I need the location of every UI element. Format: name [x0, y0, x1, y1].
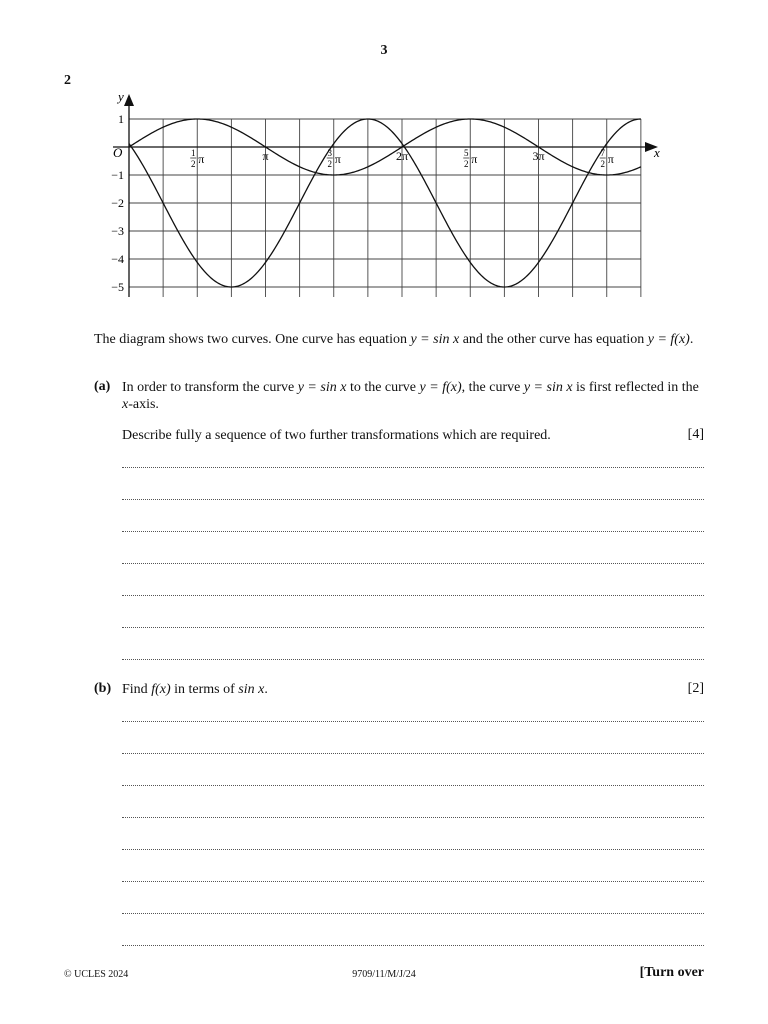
x-tick-pi: π — [334, 152, 341, 166]
footer-code: 9709/11/M/J/24 — [352, 969, 416, 980]
footer-copyright: © UCLES 2024 — [64, 969, 129, 980]
x-tick-label: 2π — [395, 149, 409, 163]
part-b-answer-line[interactable] — [122, 849, 704, 850]
x-tick-fraction-denominator: 2 — [600, 159, 606, 169]
y-tick-label: 1 — [118, 112, 124, 126]
y-tick-label: −2 — [111, 196, 124, 210]
page-number: 3 — [380, 43, 388, 58]
y-tick-label: −5 — [111, 280, 124, 294]
part-a-answer-line[interactable] — [122, 499, 704, 500]
y-tick-label: −3 — [111, 224, 124, 238]
part-a-stem: In order to transform the curve y = sin x to the curve y = f(x), the curve y = sin x is first reflected in the x-axis. — [122, 380, 699, 412]
y-tick-label: −4 — [111, 252, 124, 266]
part-b-answer-line[interactable] — [122, 785, 704, 786]
part-b-answer-line[interactable] — [122, 881, 704, 882]
trig-graph — [0, 0, 768, 320]
x-tick-fraction-denominator: 2 — [191, 159, 196, 169]
part-a-label: (a) — [94, 379, 111, 394]
x-tick-pi: π — [471, 152, 478, 166]
part-a-answer-line[interactable] — [122, 595, 704, 596]
x-tick-label: 3π — [532, 149, 545, 163]
part-b-stem: Find f(x) in terms of sin x. — [122, 682, 268, 697]
footer-turn-over: [Turn over — [639, 965, 704, 980]
part-a-answer-line[interactable] — [122, 563, 704, 564]
y-axis-arrow — [124, 94, 134, 106]
part-b-answer-line[interactable] — [122, 753, 704, 754]
x-tick-pi: π — [607, 152, 614, 166]
x-tick-label: π — [262, 149, 269, 163]
part-a-instruction: Describe fully a sequence of two further transformations which are required. — [122, 428, 551, 443]
part-a-marks: [4] — [687, 427, 704, 442]
x-tick-pi: π — [198, 152, 205, 166]
x-tick-fraction-denominator: 2 — [464, 159, 469, 169]
part-b-answer-line[interactable] — [122, 721, 704, 722]
graph-grid — [129, 119, 641, 297]
x-tick-fraction-numerator: 5 — [464, 148, 469, 158]
part-a-answer-line[interactable] — [122, 627, 704, 628]
y-tick-label: −1 — [111, 168, 124, 182]
x-tick-fraction-numerator: 7 — [600, 148, 606, 158]
y-axis-label: y — [118, 89, 124, 104]
part-b-answer-line[interactable] — [122, 945, 704, 946]
part-a-answer-line[interactable] — [122, 467, 704, 468]
x-axis-label: x — [654, 145, 660, 160]
origin-label: O — [113, 145, 123, 160]
part-b-label: (b) — [94, 681, 112, 696]
part-b-marks: [2] — [687, 681, 704, 696]
x-tick-fraction-denominator: 2 — [327, 159, 333, 169]
part-a-answer-line[interactable] — [122, 531, 704, 532]
part-b-answer-line[interactable] — [122, 817, 704, 818]
part-a-answer-line[interactable] — [122, 659, 704, 660]
x-tick-fraction-numerator: 3 — [327, 148, 333, 158]
question-number: 2 — [64, 73, 71, 88]
x-tick-fraction-numerator: 1 — [191, 148, 196, 158]
question-intro: The diagram shows two curves. One curve has equation y = sin x and the other curve has equation y = f(x). — [94, 332, 694, 347]
part-b-answer-line[interactable] — [122, 913, 704, 914]
